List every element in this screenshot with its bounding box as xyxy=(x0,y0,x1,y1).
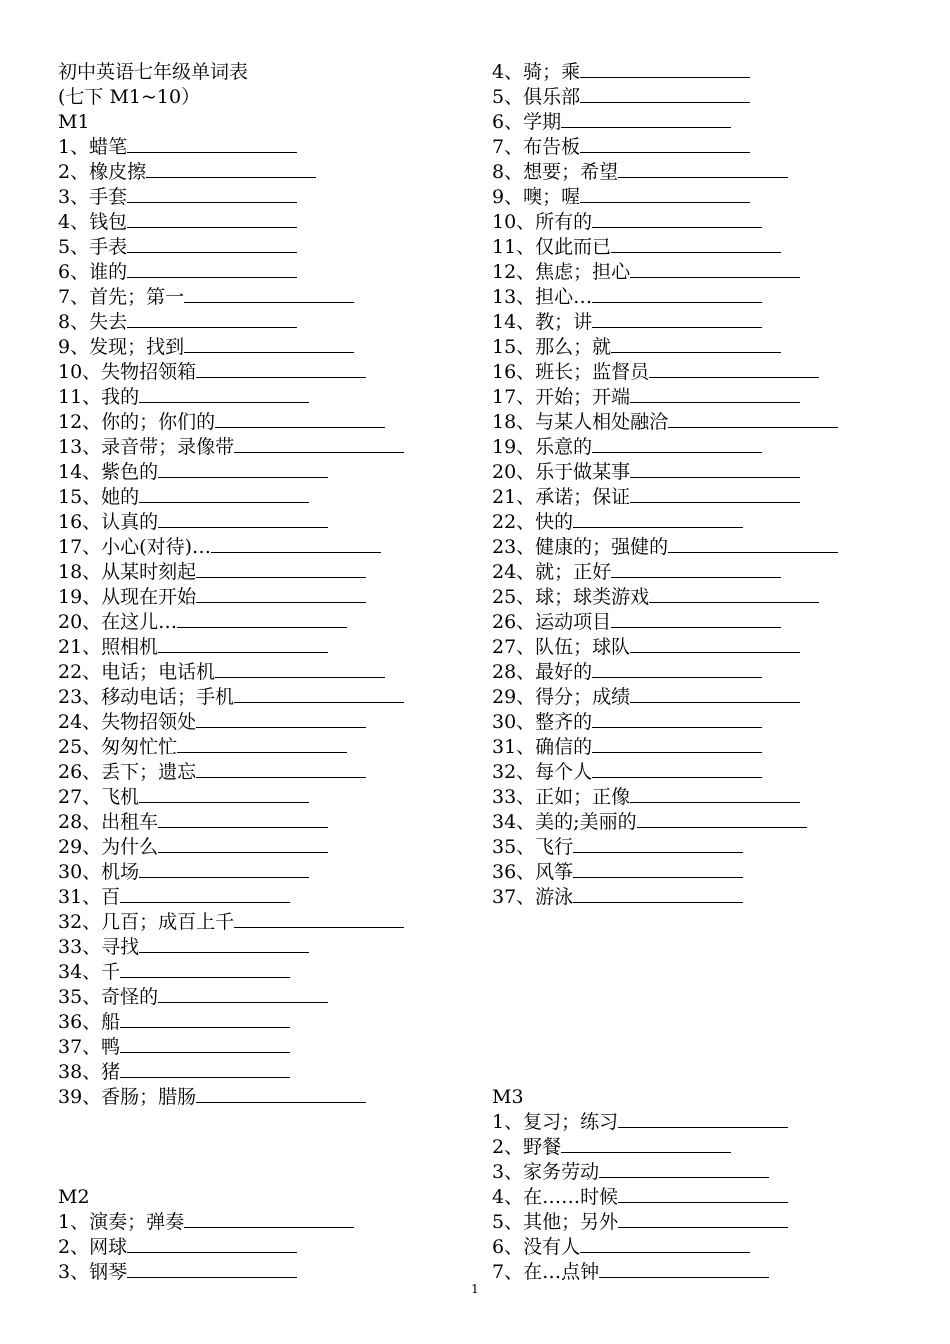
vocab-label: 2、橡皮擦 xyxy=(58,161,147,183)
answer-blank[interactable] xyxy=(196,712,366,728)
answer-blank[interactable] xyxy=(592,437,762,453)
vocab-item xyxy=(58,285,478,310)
answer-blank[interactable] xyxy=(580,1237,750,1253)
vocab-item xyxy=(492,535,912,560)
answer-blank[interactable] xyxy=(618,162,788,178)
vocab-item xyxy=(492,360,912,385)
answer-blank[interactable] xyxy=(158,637,328,653)
answer-blank[interactable] xyxy=(120,1012,290,1028)
answer-blank[interactable] xyxy=(561,1137,731,1153)
answer-blank[interactable] xyxy=(120,887,290,903)
module-heading-m3: M3 xyxy=(492,1086,524,1108)
answer-blank[interactable] xyxy=(592,762,762,778)
vocab-label: 26、运动项目 xyxy=(492,611,612,633)
answer-blank[interactable] xyxy=(127,237,297,253)
vocab-item xyxy=(58,985,478,1010)
answer-blank[interactable] xyxy=(630,487,800,503)
vocab-item xyxy=(492,1110,912,1135)
vocab-label: 1、蜡笔 xyxy=(58,136,128,158)
vocab-item xyxy=(58,135,478,160)
vocab-item xyxy=(58,210,478,235)
answer-blank[interactable] xyxy=(630,262,800,278)
answer-blank[interactable] xyxy=(561,112,731,128)
vocab-item xyxy=(58,610,478,635)
vocab-label: 21、承诺；保证 xyxy=(492,486,631,508)
vocab-item xyxy=(58,1035,478,1060)
answer-blank[interactable] xyxy=(196,587,366,603)
m2-word-list-part2 xyxy=(492,60,912,910)
vocab-label: 14、紫色的 xyxy=(58,461,159,483)
vocab-item xyxy=(492,510,912,535)
answer-blank[interactable] xyxy=(158,837,328,853)
vocab-item xyxy=(58,1210,478,1235)
vocab-item xyxy=(492,810,912,835)
vocab-label: 34、千 xyxy=(58,961,121,983)
vocab-item xyxy=(58,410,478,435)
answer-blank[interactable] xyxy=(611,612,781,628)
vocab-item xyxy=(492,560,912,585)
vocab-item xyxy=(58,935,478,960)
vocab-item xyxy=(58,885,478,910)
answer-blank[interactable] xyxy=(139,387,309,403)
answer-blank[interactable] xyxy=(127,137,297,153)
vocab-item xyxy=(492,410,912,435)
vocab-item xyxy=(492,1135,912,1160)
answer-blank[interactable] xyxy=(234,687,404,703)
vocab-label: 29、得分；成绩 xyxy=(492,686,631,708)
vocab-item xyxy=(492,760,912,785)
right-column xyxy=(492,60,912,1285)
vocab-label: 7、在…点钟 xyxy=(492,1261,600,1283)
vocab-label: 35、奇怪的 xyxy=(58,986,159,1008)
vocab-item xyxy=(58,260,478,285)
answer-blank[interactable] xyxy=(177,612,347,628)
answer-blank[interactable] xyxy=(184,1212,354,1228)
vocab-label: 15、她的 xyxy=(58,486,140,508)
vocab-label: 24、就；正好 xyxy=(492,561,612,583)
vocab-label: 35、飞行 xyxy=(492,836,574,858)
vocab-label: 18、与某人相处融洽 xyxy=(492,411,669,433)
vocab-item xyxy=(58,1235,478,1260)
vocab-label: 37、游泳 xyxy=(492,886,574,908)
vocab-item xyxy=(58,760,478,785)
vocab-label: 11、我的 xyxy=(58,386,140,408)
left-column xyxy=(58,60,478,1285)
answer-blank[interactable] xyxy=(592,662,762,678)
document-subtitle: (七下 M1~10） xyxy=(58,86,201,108)
vocab-item xyxy=(492,435,912,460)
vocab-item xyxy=(58,360,478,385)
answer-blank[interactable] xyxy=(215,412,385,428)
vocab-item xyxy=(58,585,478,610)
vocab-label: 12、焦虑；担心 xyxy=(492,261,631,283)
vocab-label: 2、网球 xyxy=(58,1236,128,1258)
vocab-item xyxy=(492,860,912,885)
answer-blank[interactable] xyxy=(573,512,743,528)
answer-blank[interactable] xyxy=(611,237,781,253)
vocab-label: 19、从现在开始 xyxy=(58,586,197,608)
answer-blank[interactable] xyxy=(630,462,800,478)
answer-blank[interactable] xyxy=(592,287,762,303)
vocab-label: 19、乐意的 xyxy=(492,436,593,458)
vocab-label: 26、丢下；遗忘 xyxy=(58,761,197,783)
vocab-item xyxy=(58,860,478,885)
vocab-item xyxy=(58,160,478,185)
m3-word-list xyxy=(492,1110,912,1285)
vocab-item xyxy=(492,610,912,635)
vocab-label: 3、钢琴 xyxy=(58,1261,128,1283)
vocab-label: 13、担心… xyxy=(492,286,593,308)
vocab-label: 20、乐于做某事 xyxy=(492,461,631,483)
vocab-label: 12、你的；你们的 xyxy=(58,411,216,433)
answer-blank[interactable] xyxy=(127,1262,297,1278)
vocab-label: 5、俱乐部 xyxy=(492,86,581,108)
vocab-item xyxy=(492,310,912,335)
answer-blank[interactable] xyxy=(592,712,762,728)
vocab-label: 4、骑；乘 xyxy=(492,61,581,83)
vocab-item xyxy=(492,1160,912,1185)
vocab-label: 30、机场 xyxy=(58,861,140,883)
vocab-item xyxy=(492,185,912,210)
vocab-label: 7、首先；第一 xyxy=(58,286,185,308)
vocab-item xyxy=(492,735,912,760)
vocab-item xyxy=(58,960,478,985)
vocab-item xyxy=(58,235,478,260)
answer-blank[interactable] xyxy=(668,412,838,428)
answer-blank[interactable] xyxy=(618,1112,788,1128)
vocab-item xyxy=(58,335,478,360)
vocab-item xyxy=(58,735,478,760)
vocab-item xyxy=(58,435,478,460)
answer-blank[interactable] xyxy=(592,212,762,228)
vocab-item xyxy=(58,385,478,410)
vocab-item xyxy=(58,810,478,835)
vocab-label: 13、录音带；录像带 xyxy=(58,436,235,458)
vocab-label: 36、风筝 xyxy=(492,861,574,883)
answer-blank[interactable] xyxy=(120,1037,290,1053)
answer-blank[interactable] xyxy=(215,662,385,678)
answer-blank[interactable] xyxy=(184,287,354,303)
vocab-item xyxy=(58,535,478,560)
vocab-label: 10、所有的 xyxy=(492,211,593,233)
vocab-label: 25、球；球类游戏 xyxy=(492,586,650,608)
vocab-label: 37、鸭 xyxy=(58,1036,121,1058)
vocab-label: 7、布告板 xyxy=(492,136,581,158)
vocab-label: 27、飞机 xyxy=(58,786,140,808)
module-heading-m1: M1 xyxy=(58,111,90,133)
vocab-label: 20、在这儿… xyxy=(58,611,178,633)
vocab-item xyxy=(58,1060,478,1085)
answer-blank[interactable] xyxy=(127,187,297,203)
page-number: 1 xyxy=(471,1282,479,1296)
answer-blank[interactable] xyxy=(668,537,838,553)
vocab-item xyxy=(492,85,912,110)
vocab-item xyxy=(492,160,912,185)
vocab-item xyxy=(58,1085,478,1110)
answer-blank[interactable] xyxy=(234,437,404,453)
answer-blank[interactable] xyxy=(127,312,297,328)
vocab-label: 17、小心(对待)… xyxy=(58,536,212,558)
answer-blank[interactable] xyxy=(158,512,328,528)
vocab-item xyxy=(492,1210,912,1235)
vocab-label: 3、家务劳动 xyxy=(492,1161,600,1183)
vocab-label: 21、照相机 xyxy=(58,636,159,658)
vocab-label: 14、教；讲 xyxy=(492,311,593,333)
vocab-item xyxy=(58,685,478,710)
answer-blank[interactable] xyxy=(649,362,819,378)
answer-blank[interactable] xyxy=(158,462,328,478)
m2-word-list-part1 xyxy=(58,1210,478,1285)
vocab-label: 15、那么；就 xyxy=(492,336,612,358)
vocab-label: 9、噢；喔 xyxy=(492,186,581,208)
vocab-label: 8、失去 xyxy=(58,311,128,333)
document-title: 初中英语七年级单词表 xyxy=(58,61,249,83)
vocab-label: 17、开始；开端 xyxy=(492,386,631,408)
vocab-item xyxy=(492,1185,912,1210)
vocab-item xyxy=(58,710,478,735)
vocab-item xyxy=(58,660,478,685)
answer-blank[interactable] xyxy=(630,787,800,803)
answer-blank[interactable] xyxy=(196,762,366,778)
vocab-label: 6、谁的 xyxy=(58,261,128,283)
vocab-item xyxy=(58,635,478,660)
vocab-item xyxy=(58,310,478,335)
vocab-label: 28、最好的 xyxy=(492,661,593,683)
answer-blank[interactable] xyxy=(196,362,366,378)
answer-blank[interactable] xyxy=(580,187,750,203)
answer-blank[interactable] xyxy=(139,787,309,803)
answer-blank[interactable] xyxy=(637,812,807,828)
vocab-label: 32、每个人 xyxy=(492,761,593,783)
vocab-label: 2、野餐 xyxy=(492,1136,562,1158)
answer-blank[interactable] xyxy=(196,1087,366,1103)
vocab-label: 16、班长；监督员 xyxy=(492,361,650,383)
answer-blank[interactable] xyxy=(592,312,762,328)
vocab-label: 29、为什么 xyxy=(58,836,159,858)
vocab-label: 9、发现；找到 xyxy=(58,336,185,358)
vocab-item xyxy=(492,285,912,310)
vocab-item xyxy=(492,60,912,85)
answer-blank[interactable] xyxy=(184,337,354,353)
answer-blank[interactable] xyxy=(618,1212,788,1228)
vocab-label: 31、确信的 xyxy=(492,736,593,758)
answer-blank[interactable] xyxy=(611,337,781,353)
answer-blank[interactable] xyxy=(599,1162,769,1178)
vocab-item xyxy=(492,135,912,160)
vocab-item xyxy=(58,510,478,535)
vocab-label: 1、演奏；弹奏 xyxy=(58,1211,185,1233)
vocab-item xyxy=(492,835,912,860)
answer-blank[interactable] xyxy=(580,62,750,78)
answer-blank[interactable] xyxy=(211,537,381,553)
vocab-item xyxy=(492,660,912,685)
answer-blank[interactable] xyxy=(196,562,366,578)
answer-blank[interactable] xyxy=(580,137,750,153)
answer-blank[interactable] xyxy=(630,387,800,403)
answer-blank[interactable] xyxy=(139,487,309,503)
answer-blank[interactable] xyxy=(573,837,743,853)
answer-blank[interactable] xyxy=(158,812,328,828)
vocab-label: 33、正如；正像 xyxy=(492,786,631,808)
vocab-label: 6、学期 xyxy=(492,111,562,133)
vocab-label: 28、出租车 xyxy=(58,811,159,833)
vocab-item xyxy=(492,385,912,410)
vocab-label: 5、其他；另外 xyxy=(492,1211,619,1233)
vocab-item xyxy=(492,460,912,485)
module-heading-m2: M2 xyxy=(58,1186,90,1208)
vocab-label: 16、认真的 xyxy=(58,511,159,533)
vocab-item xyxy=(58,1010,478,1035)
vocab-item xyxy=(58,460,478,485)
answer-blank[interactable] xyxy=(580,87,750,103)
vocab-label: 32、几百；成百上千 xyxy=(58,911,235,933)
vocab-item xyxy=(492,485,912,510)
vocab-label: 8、想要；希望 xyxy=(492,161,619,183)
vocab-item xyxy=(492,585,912,610)
vocab-label: 6、没有人 xyxy=(492,1236,581,1258)
vocab-item xyxy=(58,185,478,210)
vocab-label: 25、匆匆忙忙 xyxy=(58,736,178,758)
vocab-label: 11、仅此而已 xyxy=(492,236,612,258)
vocab-label: 4、钱包 xyxy=(58,211,128,233)
vocab-item xyxy=(58,835,478,860)
vocab-item xyxy=(492,335,912,360)
answer-blank[interactable] xyxy=(146,162,316,178)
vocab-item xyxy=(492,235,912,260)
vocab-item xyxy=(58,785,478,810)
vocab-label: 23、健康的；强健的 xyxy=(492,536,669,558)
answer-blank[interactable] xyxy=(120,1062,290,1078)
answer-blank[interactable] xyxy=(127,212,297,228)
vocab-label: 24、失物招领处 xyxy=(58,711,197,733)
answer-blank[interactable] xyxy=(599,1262,769,1278)
vocab-label: 1、复习；练习 xyxy=(492,1111,619,1133)
vocab-label: 38、猪 xyxy=(58,1061,121,1083)
vocab-label: 33、寻找 xyxy=(58,936,140,958)
vocab-item xyxy=(58,560,478,585)
m1-word-list xyxy=(58,135,478,1110)
vocab-label: 34、美的;美丽的 xyxy=(492,811,637,833)
answer-blank[interactable] xyxy=(592,737,762,753)
vocab-item xyxy=(58,910,478,935)
answer-blank[interactable] xyxy=(139,862,309,878)
answer-blank[interactable] xyxy=(573,862,743,878)
vocab-item xyxy=(492,635,912,660)
vocab-label: 4、在……时候 xyxy=(492,1186,619,1208)
vocab-label: 18、从某时刻起 xyxy=(58,561,197,583)
answer-blank[interactable] xyxy=(618,1187,788,1203)
vocab-label: 3、手套 xyxy=(58,186,128,208)
vocab-label: 22、快的 xyxy=(492,511,574,533)
answer-blank[interactable] xyxy=(573,887,743,903)
vocab-item xyxy=(492,110,912,135)
vocab-item xyxy=(492,785,912,810)
vocab-item xyxy=(492,1235,912,1260)
vocab-item xyxy=(492,710,912,735)
vocab-item xyxy=(492,210,912,235)
vocab-item xyxy=(492,685,912,710)
vocab-item xyxy=(492,260,912,285)
vocab-label: 36、船 xyxy=(58,1011,121,1033)
vocab-label: 22、电话；电话机 xyxy=(58,661,216,683)
vocab-label: 5、手表 xyxy=(58,236,128,258)
answer-blank[interactable] xyxy=(649,587,819,603)
answer-blank[interactable] xyxy=(630,637,800,653)
answer-blank[interactable] xyxy=(127,262,297,278)
answer-blank[interactable] xyxy=(611,562,781,578)
vocab-label: 27、队伍；球队 xyxy=(492,636,631,658)
vocab-label: 30、整齐的 xyxy=(492,711,593,733)
answer-blank[interactable] xyxy=(158,987,328,1003)
vocab-label: 10、失物招领箱 xyxy=(58,361,197,383)
answer-blank[interactable] xyxy=(139,937,309,953)
answer-blank[interactable] xyxy=(127,1237,297,1253)
answer-blank[interactable] xyxy=(177,737,347,753)
answer-blank[interactable] xyxy=(630,687,800,703)
vocab-item xyxy=(492,885,912,910)
vocab-item xyxy=(58,485,478,510)
answer-blank[interactable] xyxy=(120,962,290,978)
vocab-label: 31、百 xyxy=(58,886,121,908)
vocab-label: 23、移动电话；手机 xyxy=(58,686,235,708)
vocab-label: 39、香肠；腊肠 xyxy=(58,1086,197,1108)
answer-blank[interactable] xyxy=(234,912,404,928)
